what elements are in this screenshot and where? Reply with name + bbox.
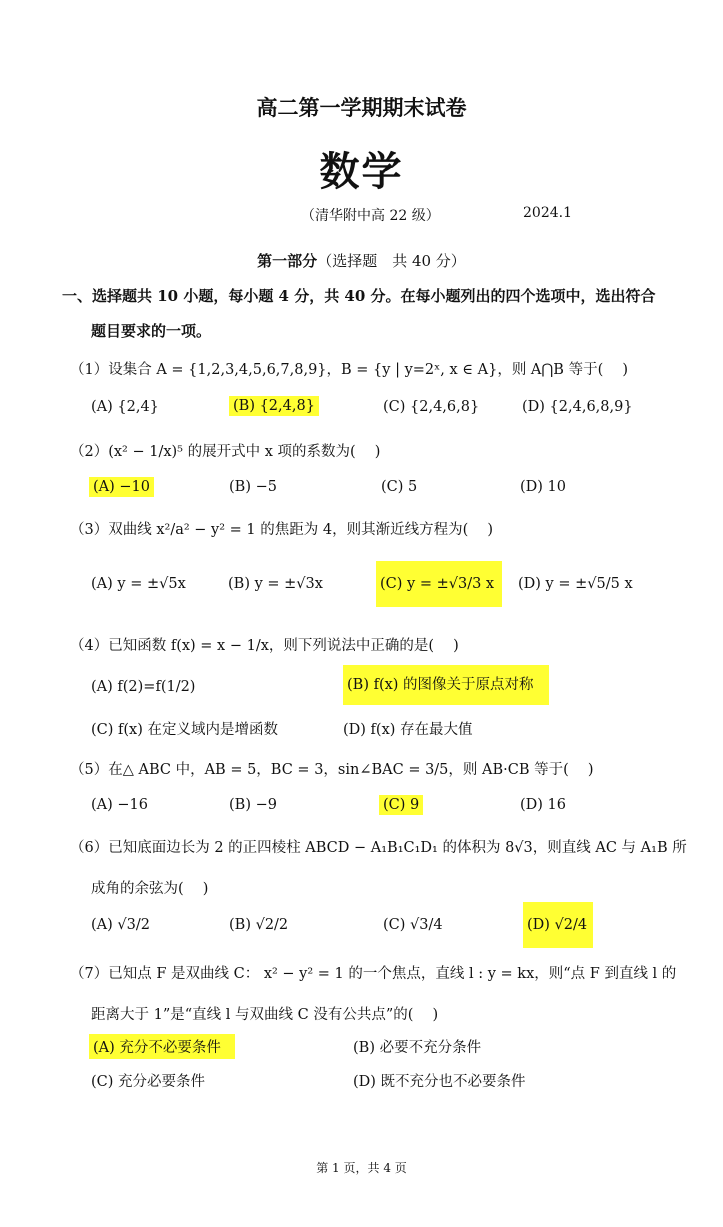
question-3-option-a[interactable]: (A) y = ±√5x	[91, 576, 186, 592]
question-1-option-c[interactable]: (C) {2,4,6,8}	[383, 399, 480, 415]
question-6-option-a[interactable]: (A) √3/2	[91, 917, 150, 933]
question-3-option-d[interactable]: (D) y = ±√5/5 x	[518, 576, 633, 592]
question-7-option-b[interactable]: (B) 必要不充分条件	[353, 1040, 482, 1056]
part-label: 第一部分	[257, 252, 318, 270]
question-5-option-d[interactable]: (D) 16	[520, 797, 566, 813]
question-1-option-a[interactable]: (A) {2,4}	[91, 399, 159, 415]
question-6-stem: （6）已知底面边长为 2 的正四棱柱 ABCD − A₁B₁C₁D₁ 的体积为 8√3，则直线 AC 与 A₁B 所	[70, 840, 687, 856]
question-7-option-d[interactable]: (D) 既不充分也不必要条件	[353, 1074, 526, 1090]
question-5-stem: （5）在△ ABC 中，AB = 5，BC = 3，sin∠BAC = 3/5，则 AB·CB 等于( )	[70, 762, 594, 778]
question-6-option-c[interactable]: (C) √3/4	[383, 917, 443, 933]
question-6-stem-cont: 成角的余弦为( )	[91, 881, 209, 897]
question-7-stem: （7）已知点 F 是双曲线 C： x² − y² = 1 的一个焦点，直线 l : y = kx，则“点 F 到直线 l 的	[70, 966, 677, 982]
question-6-option-b[interactable]: (B) √2/2	[229, 917, 289, 933]
question-5-option-a[interactable]: (A) −16	[91, 797, 148, 813]
subject-title: 数学	[319, 148, 404, 195]
question-4-stem: （4）已知函数 f(x) = x − 1/x，则下列说法中正确的是( )	[70, 638, 459, 654]
exam-date: 2024.1	[523, 205, 572, 221]
question-4-option-c[interactable]: (C) f(x) 在定义域内是增函数	[91, 722, 278, 738]
question-1-stem: （1）设集合 A = {1,2,3,4,5,6,7,8,9}，B = {y | y=2ˣ, x ∈ A}，则 A⋂B 等于( )	[70, 362, 628, 378]
exam-title: 高二第一学期期末试卷	[256, 95, 467, 120]
part-heading	[0, 250, 723, 271]
question-6-option-d[interactable]: (D) √2/4	[523, 902, 593, 948]
question-2-option-a[interactable]: (A) −10	[89, 477, 154, 497]
question-5-option-c[interactable]: (C) 9	[379, 795, 423, 815]
school-label: （清华附中高 22 级）	[301, 208, 440, 224]
question-3-option-c[interactable]: (C) y = ±√3/3 x	[376, 561, 502, 607]
question-3-stem: （3）双曲线 x²/a² − y² = 1 的焦距为 4，则其渐近线方程为( )	[70, 522, 493, 538]
question-7-option-a[interactable]: (A) 充分不必要条件	[89, 1034, 235, 1059]
question-2-stem: （2）(x² − 1/x)⁵ 的展开式中 x 项的系数为( )	[70, 444, 381, 460]
question-1-option-b[interactable]: (B) {2,4,8}	[229, 396, 319, 416]
question-4-option-b[interactable]: (B) f(x) 的图像关于原点对称	[343, 665, 549, 705]
question-2-option-c[interactable]: (C) 5	[381, 479, 418, 495]
section-instructions-cont: 题目要求的一项。	[91, 322, 212, 340]
question-3-option-b[interactable]: (B) y = ±√3x	[228, 576, 323, 592]
section-instructions: 一、选择题共 10 小题，每小题 4 分，共 40 分。在每小题列出的四个选项中，选出符合	[62, 287, 656, 305]
part-desc: （选择题 共 40 分）	[317, 252, 466, 270]
question-5-option-b[interactable]: (B) −9	[229, 797, 277, 813]
question-4-option-d[interactable]: (D) f(x) 存在最大值	[343, 722, 473, 738]
question-7-option-c[interactable]: (C) 充分必要条件	[91, 1074, 206, 1090]
question-4-option-a[interactable]: (A) f(2)=f(1/2)	[91, 679, 196, 695]
question-2-option-b[interactable]: (B) −5	[229, 479, 277, 495]
question-7-stem-cont: 距离大于 1”是“直线 l 与双曲线 C 没有公共点”的( )	[91, 1007, 439, 1023]
page-footer: 第 1 页，共 4 页	[316, 1161, 407, 1175]
question-1-option-d[interactable]: (D) {2,4,6,8,9}	[522, 399, 633, 415]
question-2-option-d[interactable]: (D) 10	[520, 479, 566, 495]
